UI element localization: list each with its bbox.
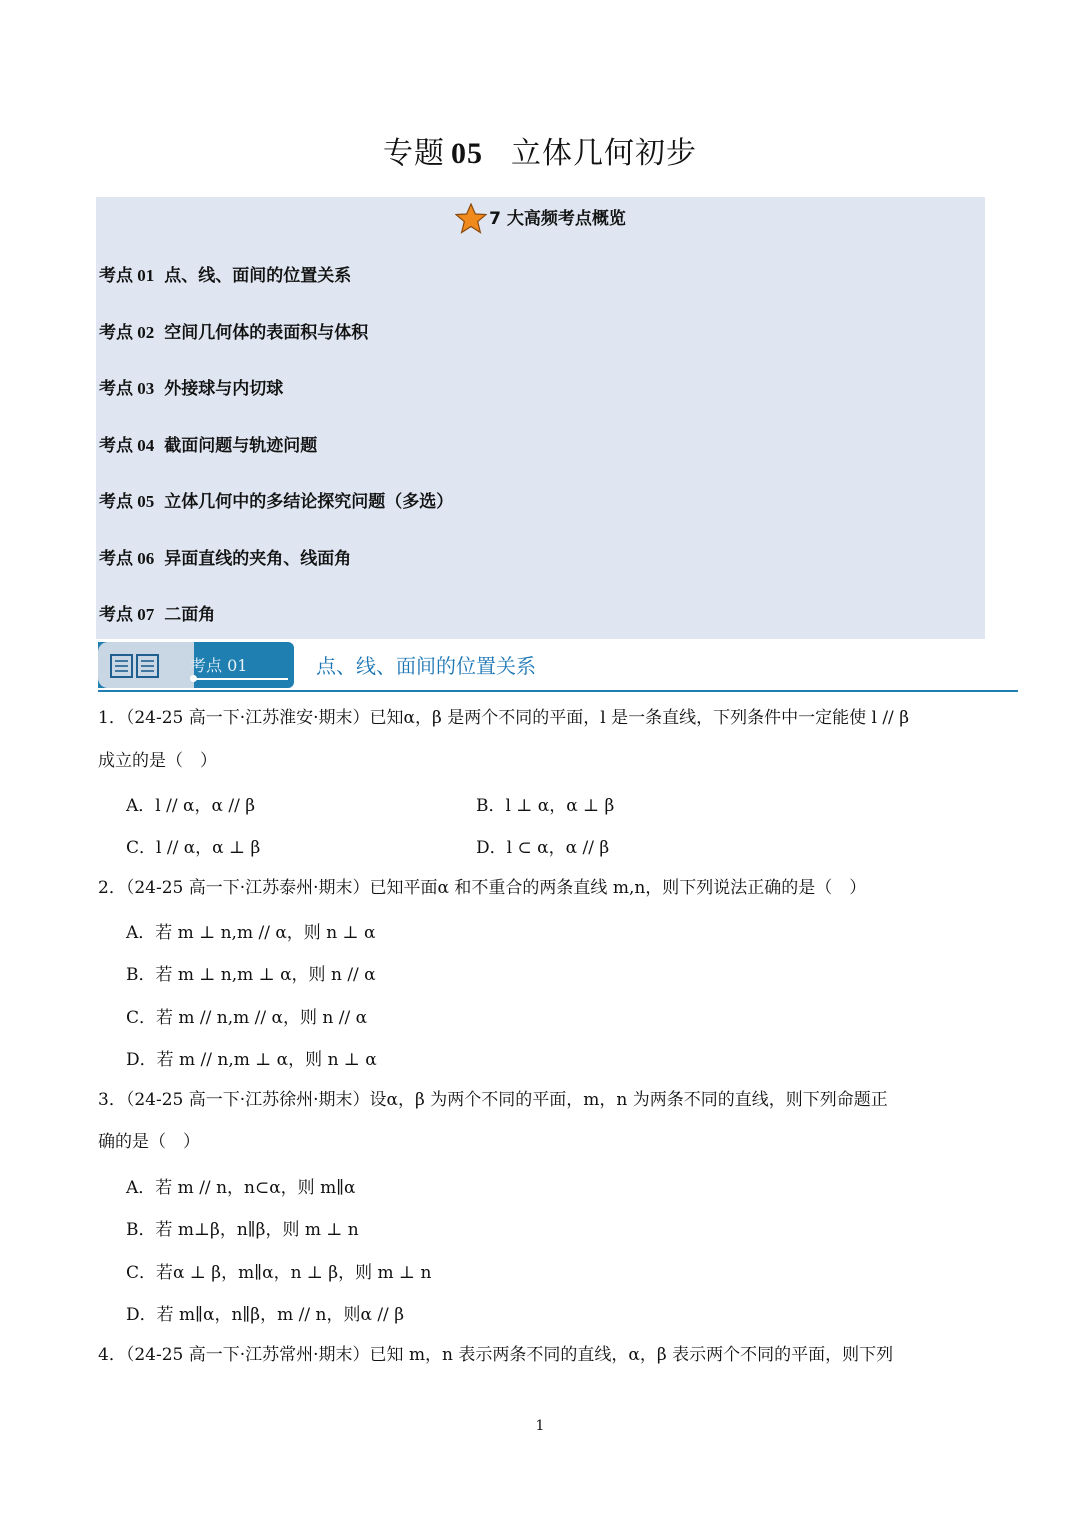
page-title	[0, 128, 1080, 172]
overview-item: 考点 05 立体几何中的多结论探究问题（多选）	[99, 492, 454, 512]
question-4-line-1: 4．（24-25 高一下·江苏常州·期末）已知 m，n 表示两条不同的直线，α，β 表示两个不同的平面，则下列	[98, 1345, 894, 1365]
section-divider	[98, 690, 1018, 692]
book-icon	[110, 654, 160, 678]
section-banner	[98, 642, 294, 688]
overview-item: 考点 07 二面角	[99, 605, 216, 625]
question-1-line-2: 成立的是（ ）	[98, 751, 217, 771]
question-2-option-a: A．若 m ⊥ n,m // α，则 n ⊥ α	[126, 923, 376, 943]
overview-heading-text: 7 大高频考点概览	[489, 209, 626, 229]
section-tag: 考点 01	[190, 656, 248, 675]
question-3-option-a: A．若 m // n，n⊂α，则 m∥α	[126, 1178, 356, 1198]
overview-item: 考点 01 点、线、面间的位置关系	[99, 266, 352, 286]
question-2-option-d: D．若 m // n,m ⊥ α，则 n ⊥ α	[126, 1050, 377, 1070]
title-prefix: 专题	[383, 136, 445, 171]
title-text: 立体几何初步	[511, 136, 697, 171]
overview-item: 考点 06 异面直线的夹角、线面角	[99, 549, 352, 569]
question-1-option-b: B．l ⊥ α，α ⊥ β	[476, 796, 615, 816]
question-2-line-1: 2．（24-25 高一下·江苏泰州·期末）已知平面α 和不重合的两条直线 m,n，则下列说法正确的是（ ）	[98, 878, 867, 898]
star-icon	[455, 203, 487, 235]
question-3-line-1: 3．（24-25 高一下·江苏徐州·期末）设α，β 为两个不同的平面，m，n 为两条不同的直线，则下列命题正	[98, 1090, 888, 1110]
question-1-line-1: 1．（24-25 高一下·江苏淮安·期末）已知α，β 是两个不同的平面，l 是一条直线，下列条件中一定能使 l // β	[98, 708, 910, 728]
question-3-line-2: 确的是（ ）	[98, 1132, 200, 1152]
overview-item: 考点 02 空间几何体的表面积与体积	[99, 323, 369, 343]
overview-item: 考点 04 截面问题与轨迹问题	[99, 436, 318, 456]
question-3-option-d: D．若 m∥α，n∥β，m // n，则α // β	[126, 1305, 405, 1325]
title-number: 05	[451, 137, 483, 170]
question-1-option-d: D．l ⊂ α，α // β	[476, 838, 610, 858]
overview-item: 考点 03 外接球与内切球	[99, 379, 284, 399]
question-1-option-a: A．l // α，α // β	[126, 796, 256, 816]
page-number: 1	[535, 1418, 545, 1434]
question-2-option-b: B．若 m ⊥ n,m ⊥ α，则 n // α	[126, 965, 376, 985]
question-3-option-c: C．若α ⊥ β，m∥α，n ⊥ β，则 m ⊥ n	[126, 1263, 432, 1283]
question-2-option-c: C．若 m // n,m // α，则 n // α	[126, 1008, 368, 1028]
question-1-option-c: C．l // α，α ⊥ β	[126, 838, 261, 858]
overview-heading	[96, 203, 985, 235]
overview-panel	[96, 197, 985, 639]
question-3-option-b: B．若 m⊥β，n∥β，则 m ⊥ n	[126, 1220, 359, 1240]
section-title: 点、线、面间的位置关系	[316, 654, 536, 678]
